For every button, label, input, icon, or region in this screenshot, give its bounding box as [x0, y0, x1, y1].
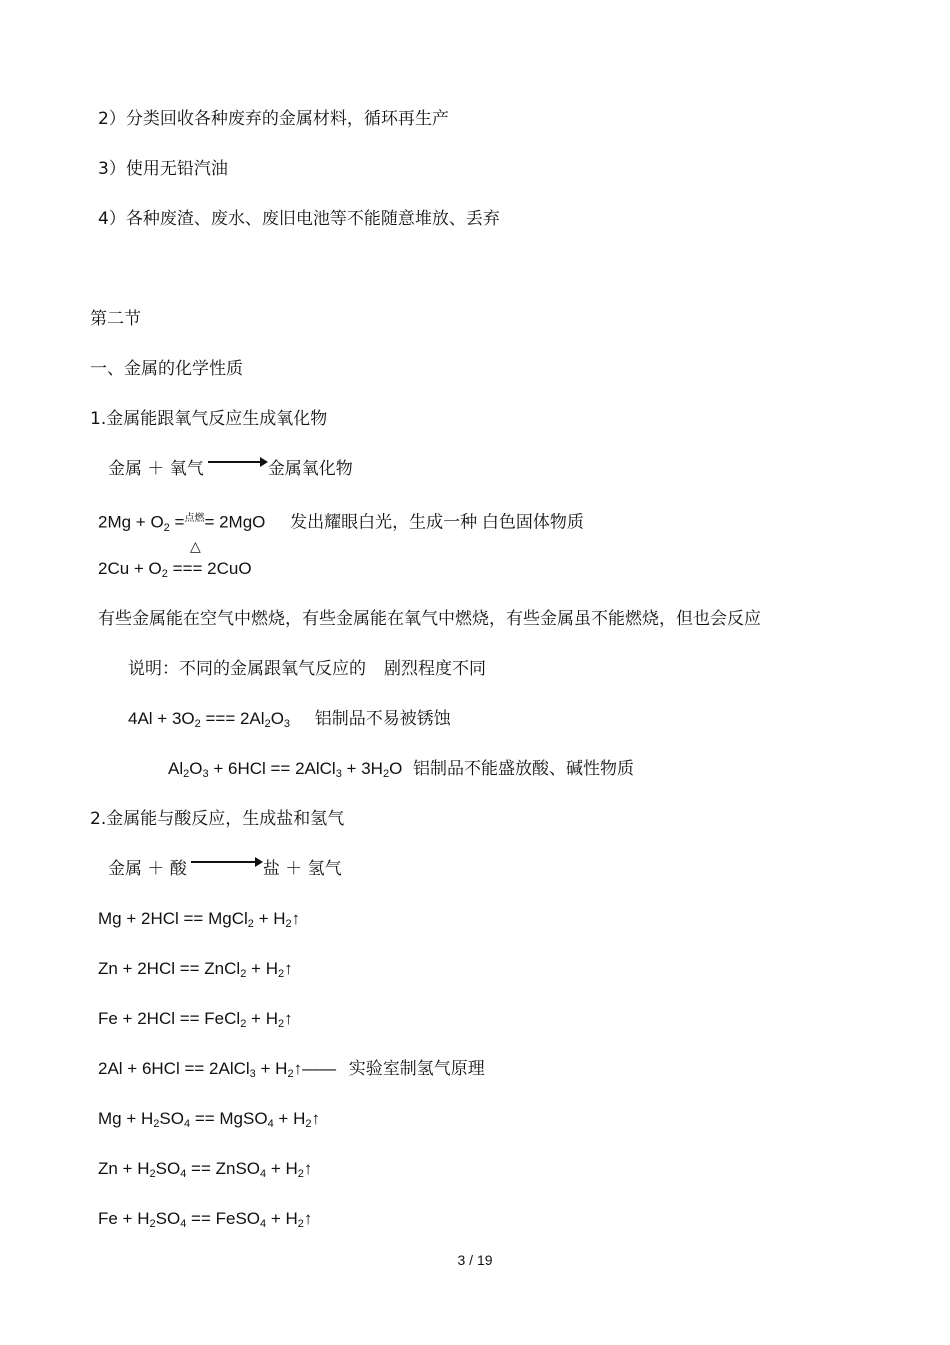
eq-text: Fe + 2HCl == FeCl	[98, 1009, 241, 1028]
eq-text: O	[270, 709, 284, 728]
subscript: 3	[249, 1068, 256, 1080]
eq-text: + H	[266, 1209, 298, 1228]
equation-row	[98, 1108, 320, 1132]
eq-text: SO	[155, 1159, 181, 1178]
subscript: 2	[153, 1118, 160, 1130]
subscript: 2	[277, 1018, 285, 1030]
scheme-left: 金属 ＋ 酸	[108, 859, 187, 879]
eq-text: Mg + 2HCl == MgCl	[98, 909, 248, 928]
subscript: 4	[183, 1118, 191, 1130]
eq-text: 4Al + 3O	[128, 709, 195, 728]
eq-text: =	[169, 512, 185, 532]
subscript: 3	[335, 768, 342, 780]
subscript: 2	[183, 768, 190, 780]
eq-text: 2Mg + O	[98, 512, 164, 532]
reaction-scheme	[108, 458, 353, 480]
eq-note: 实验室制氢气原理	[348, 1059, 485, 1078]
eq-text: SO	[159, 1109, 184, 1128]
eq-text: 2Cu + O	[98, 559, 162, 578]
up-arrow-icon: ↑	[303, 1159, 313, 1178]
heading: 一、金属的化学性质	[90, 359, 243, 379]
item-heading: 1.金属能跟氧气反应生成氧化物	[90, 409, 328, 429]
subscript: 2	[161, 568, 168, 580]
equation-row	[98, 908, 300, 932]
eq-text: == MgSO	[190, 1109, 268, 1128]
subscript: 4	[180, 1168, 187, 1180]
subscript: 4	[260, 1168, 267, 1180]
explain-text: 剧烈程度不同	[384, 659, 486, 679]
up-arrow-icon: ↑——	[293, 1059, 337, 1078]
subscript: 2	[247, 918, 254, 930]
eq-text: + 3H	[341, 759, 383, 778]
subscript: 2	[240, 1018, 247, 1030]
eq-text: = 2MgO	[204, 512, 266, 532]
up-arrow-icon: ↑	[284, 959, 293, 978]
eq-text: Mg + H	[98, 1109, 154, 1128]
subscript: 2	[297, 1168, 304, 1180]
eq-text: Fe + H	[98, 1209, 150, 1228]
eq-text: == ZnSO	[186, 1159, 261, 1178]
scheme-left: 金属 ＋ 氧气	[108, 459, 204, 479]
text-line: 有些金属能在空气中燃烧，有些金属能在氧气中燃烧，有些金属虽不能燃烧，但也会反应	[98, 609, 761, 629]
explain-text: 说明：不同的金属跟氧气反应的	[128, 659, 366, 679]
up-arrow-icon: ↑	[311, 1109, 320, 1128]
equation-cu	[98, 558, 252, 582]
equation-row	[98, 958, 293, 982]
subscript: 4	[180, 1218, 187, 1230]
arrow-icon	[208, 461, 266, 463]
subscript: 2	[287, 1068, 294, 1080]
eq-note: 铝制品不能盛放酸、碱性物质	[413, 759, 635, 778]
text-line: 4）各种废渣、废水、废旧电池等不能随意堆放、丢弃	[98, 209, 500, 229]
scheme-right: 金属氧化物	[267, 459, 353, 479]
explanation	[128, 658, 486, 680]
equation-row	[98, 1008, 293, 1032]
up-arrow-icon: ↑	[284, 1009, 293, 1028]
eq-text: == FeSO	[186, 1209, 261, 1228]
eq-text: + H	[246, 959, 278, 978]
eq-note: 发出耀眼白光，生成一种 白色固体物质	[290, 512, 584, 532]
eq-text: === 2CuO	[167, 559, 252, 578]
subscript: 2	[149, 1168, 156, 1180]
condition-label: 点燃	[184, 513, 205, 524]
arrow-icon	[191, 861, 261, 863]
reaction-scheme	[108, 858, 342, 880]
eq-text: + H	[246, 1009, 278, 1028]
eq-text: + 6HCl == 2AlCl	[208, 759, 336, 778]
scheme-right: 盐 ＋ 氢气	[262, 859, 342, 879]
eq-text: Al	[168, 759, 184, 778]
equation-row	[98, 1158, 312, 1182]
eq-text: 2Al + 6HCl == 2AlCl	[98, 1059, 250, 1078]
up-arrow-icon: ↑	[291, 909, 301, 928]
subscript: 4	[260, 1218, 267, 1230]
subscript: 3	[283, 718, 291, 730]
equation-al2o3	[168, 758, 634, 782]
text-line: 3）使用无铅汽油	[98, 159, 228, 179]
eq-text: SO	[155, 1209, 181, 1228]
subscript: 4	[267, 1118, 274, 1130]
subscript: 2	[305, 1118, 312, 1130]
eq-text: + H	[255, 1059, 288, 1078]
equation-row	[98, 1208, 312, 1232]
eq-text: O	[389, 759, 403, 778]
subscript: 2	[149, 1218, 156, 1230]
subscript: 2	[382, 768, 390, 780]
equation-row	[98, 1058, 485, 1082]
subscript: 2	[285, 918, 292, 930]
eq-note: 铝制品不易被锈蚀	[314, 709, 451, 728]
eq-text: + H	[266, 1159, 298, 1178]
subscript: 3	[202, 768, 209, 780]
eq-text: O	[189, 759, 203, 778]
subscript: 2	[240, 968, 247, 980]
text-line: 2）分类回收各种废弃的金属材料，循环再生产	[98, 109, 449, 129]
equation-mg	[98, 508, 584, 536]
eq-text: Zn + H	[98, 1159, 150, 1178]
subscript: 2	[194, 718, 201, 730]
subscript: 2	[264, 718, 271, 730]
page-number: 3 / 19	[457, 1252, 493, 1268]
up-arrow-icon: ↑	[303, 1209, 313, 1228]
eq-text: Zn + 2HCl == ZnCl	[98, 959, 241, 978]
heat-triangle-icon: △	[190, 539, 201, 555]
eq-text: === 2Al	[200, 709, 265, 728]
item-heading: 2.金属能与酸反应，生成盐和氢气	[90, 809, 345, 829]
equation-al	[128, 708, 451, 732]
eq-text: + H	[273, 1109, 306, 1128]
subscript: 2	[163, 521, 170, 534]
section-title: 第二节	[90, 309, 141, 329]
eq-text: + H	[253, 909, 286, 928]
subscript: 2	[277, 968, 285, 980]
subscript: 2	[297, 1218, 304, 1230]
